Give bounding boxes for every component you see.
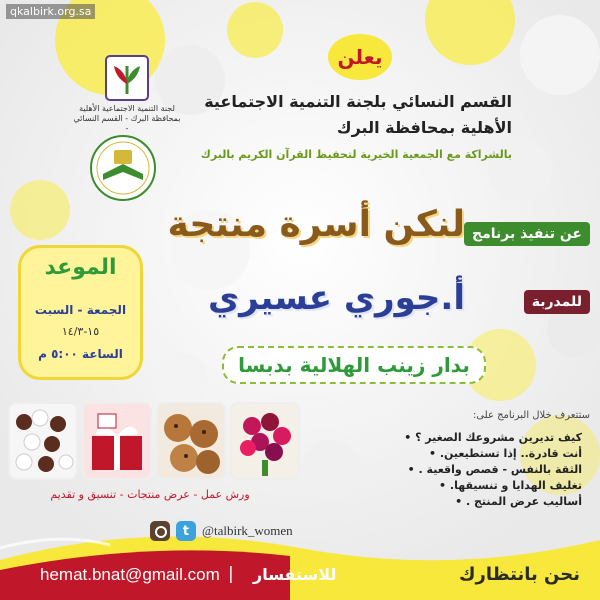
schedule-date: ١٥-١٤/٣ <box>61 325 100 338</box>
cookies-photo <box>156 402 226 480</box>
contact-email[interactable]: hemat.bnat@gmail.com <box>40 565 220 584</box>
announces-badge: يعلن <box>328 34 392 80</box>
schedule-days: الجمعة - السبت <box>34 303 127 317</box>
flower-icon <box>232 404 298 478</box>
closing-text: نحن بانتظارك <box>459 564 580 585</box>
flowers-photo <box>230 402 300 480</box>
workshops-text: ورش عمل - عرض منتجات - تنسيق و تقديم <box>50 488 250 501</box>
product-photos <box>4 402 294 482</box>
schedule-title: الموعد <box>44 255 117 280</box>
learn-title: ستتعرف خلال البرنامج على: <box>472 410 590 421</box>
gift-icon <box>84 404 150 478</box>
cookie-icon <box>158 404 224 478</box>
learn-item: كيف تديرين مشروعك الصغير ؟ • <box>292 430 582 446</box>
learn-item: الثقة بالنفس - قصص واقعية . • <box>292 462 582 478</box>
trainer-name: أ.جوري عسيري <box>208 278 465 318</box>
schedule-time: الساعة ٥:٠٠ م <box>38 347 123 361</box>
cake-pops-photo <box>8 402 78 480</box>
committee-logo <box>104 54 150 102</box>
inquiry-label: للاستفسار <box>253 565 337 584</box>
committee-logo-title: لجنة التنمية الاجتماعية الأهلية بمحافظة البرك - القسم النسائي - <box>73 104 181 133</box>
twitter-icon[interactable]: t <box>176 521 196 541</box>
venue-box: بدار زينب الهلالية بدبسا <box>222 346 486 384</box>
social-handle[interactable]: @talbirk_women <box>202 523 293 538</box>
learn-item: تغليف الهدايا و تنسيقها. • <box>292 478 582 494</box>
organization-name: القسم النسائي بلجنة التنمية الاجتماعية <box>204 92 512 111</box>
instagram-icon[interactable] <box>150 521 170 541</box>
program-title: لنكن أسرة منتجة <box>167 204 465 245</box>
contact-separator: | <box>228 564 234 584</box>
gift-boxes-photo <box>82 402 152 480</box>
partnership-text: بالشراكة مع الجمعية الخيرية لتحفيظ القرآن الكريم بالبرك <box>200 148 512 161</box>
quran-society-logo <box>88 134 158 202</box>
execution-label: عن تنفيذ برنامج <box>464 222 590 246</box>
learn-item: أساليب عرض المنتج . • <box>292 494 582 510</box>
learn-list <box>292 430 582 510</box>
social-handles <box>150 520 330 542</box>
trainer-label: للمدربة <box>524 290 590 314</box>
organization-region: الأهلية بمحافظة البرك <box>336 118 512 137</box>
learn-item: أنت قادرة.. إذا تستطيعين. • <box>292 446 582 462</box>
site-watermark: qkalbirk.org.sa <box>6 4 95 19</box>
cake-pops-icon <box>10 404 76 478</box>
schedule-card <box>18 245 143 380</box>
